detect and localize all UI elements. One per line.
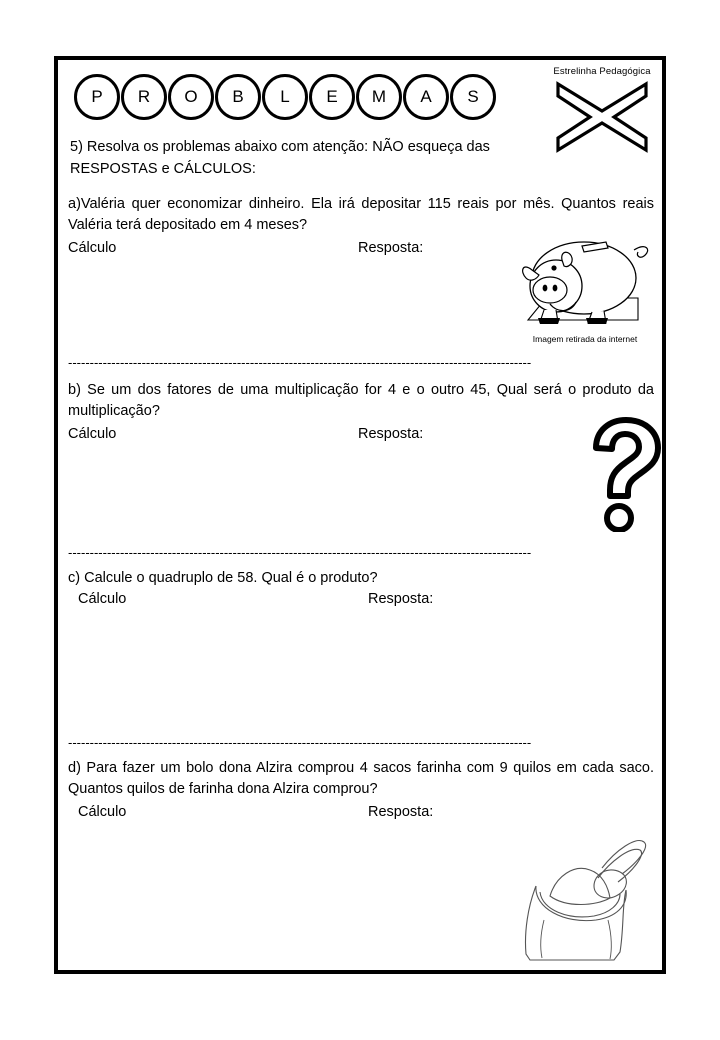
title-letter-circle (121, 74, 167, 120)
title-letter-circle (74, 74, 120, 120)
title-letter: R (137, 87, 151, 106)
problem-a-calculo-label: Cálculo (68, 240, 117, 256)
title-letter: A (420, 87, 432, 106)
title-letter: S (467, 87, 479, 106)
title-letter-circle (309, 74, 355, 120)
separator-line: ----------------------------------------------------------------------------------------------------------- (68, 550, 532, 560)
brand-name: Estrelinha Pedagógica (553, 66, 651, 77)
problem-d-text: d) Para fazer um bolo dona Alzira comprou 4 sacos farinha com 9 quilos em cada saco. Quantos quilos de farinha dona Alzira comprou? (68, 760, 654, 798)
problem-b-text: b) Se um dos fatores de uma multiplicação for 4 e o outro 45, Qual será o produto da multiplicação? (68, 382, 654, 420)
brand-block (544, 66, 660, 156)
piggy-bank-illustration (510, 228, 660, 344)
problem-d-calculo-label: Cálculo (78, 804, 127, 820)
title-letter: L (280, 87, 290, 106)
title-letter-circle (356, 74, 402, 120)
title-letter: E (326, 87, 338, 106)
problem-d-resposta-label: Resposta: (368, 804, 434, 820)
title-letter: B (232, 87, 244, 106)
title-letter-circle (168, 74, 214, 120)
problem-a-text: a)Valéria quer economizar dinheiro. Ela irá depositar 115 reais por mês. Quantos reais Valéria terá depositado em 4 meses? (68, 196, 654, 234)
problem-c-resposta-label: Resposta: (368, 591, 434, 607)
title-letter-circle (403, 74, 449, 120)
problemas-title-circles (74, 74, 496, 120)
problem-c-worklabels (68, 591, 654, 607)
piggy-bank-icon (510, 228, 660, 336)
flour-sack-icon (498, 828, 664, 964)
separator-line: ----------------------------------------------------------------------------------------------------------- (68, 740, 532, 750)
title-letter: P (91, 87, 103, 106)
title-letter: O (184, 87, 198, 106)
x-cross-logo-icon (548, 78, 656, 156)
problem-c-text: c) Calcule o quadruplo de 58. Qual é o produto? (68, 570, 378, 586)
problem-b-resposta-label: Resposta: (358, 426, 424, 442)
instruction-text: 5) Resolva os problemas abaixo com atenção: NÃO esqueça das RESPOSTAS e CÁLCULOS: (70, 139, 490, 178)
title-letter-circle (215, 74, 261, 120)
title-letter: M (371, 87, 387, 106)
problem-a-resposta-label: Resposta: (358, 240, 424, 256)
piggy-bank-caption: Imagem retirada da internet (532, 334, 638, 344)
problem-d-worklabels (68, 804, 654, 820)
problem-c-calculo-label: Cálculo (78, 591, 127, 607)
separator-line: ----------------------------------------------------------------------------------------------------------- (68, 360, 532, 370)
worksheet-page (54, 56, 666, 974)
title-letter-circle (262, 74, 308, 120)
problem-b-worklabels (68, 426, 654, 442)
title-letter-circle (450, 74, 496, 120)
question-mark-icon (578, 416, 666, 532)
problem-b-calculo-label: Cálculo (68, 426, 117, 442)
